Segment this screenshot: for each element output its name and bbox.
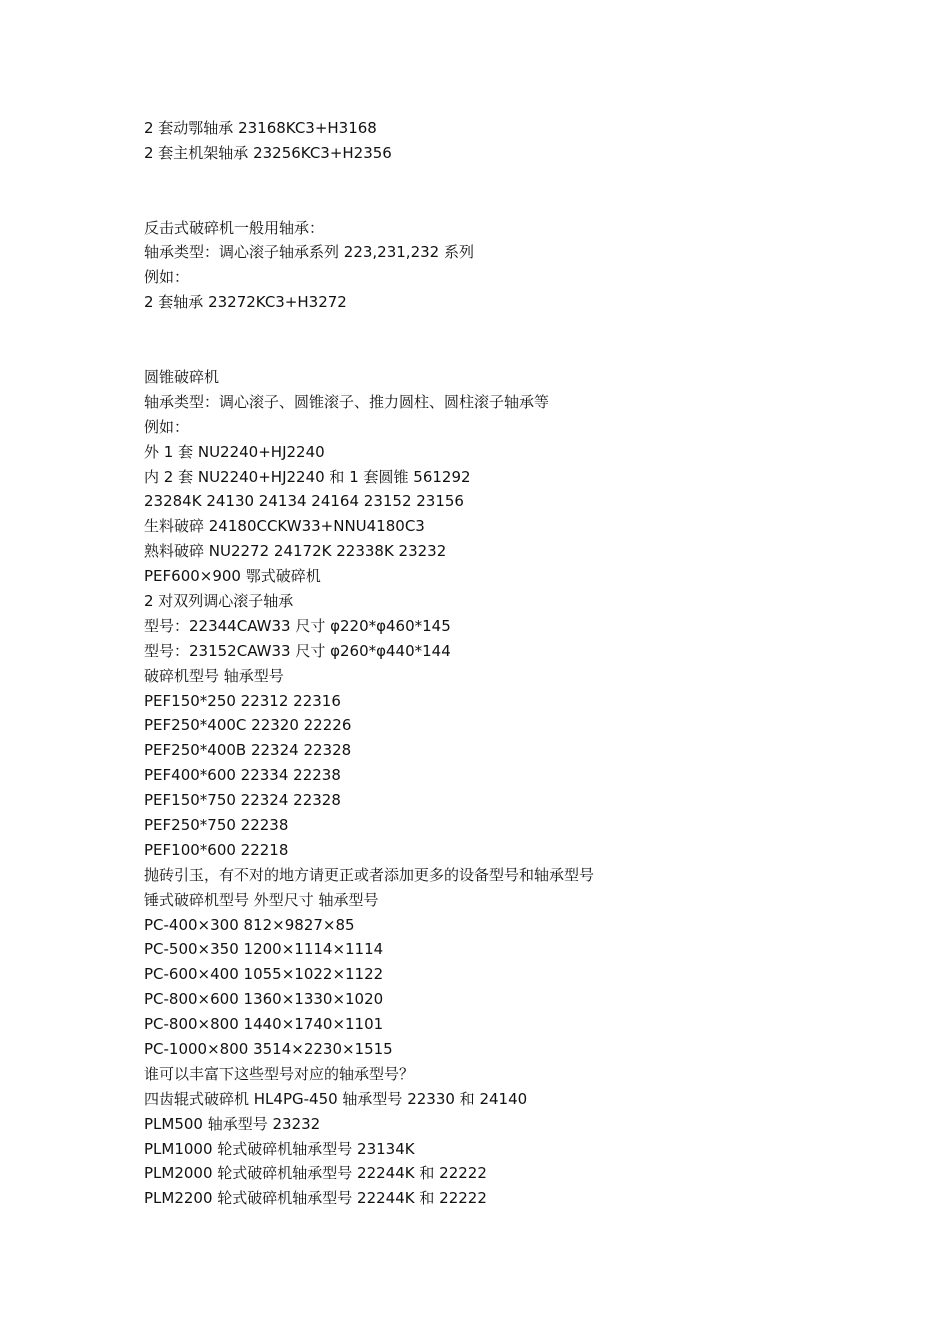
text-line: 2 套主机架轴承 23256KC3+H2356 bbox=[144, 143, 392, 162]
text-line: 轴承类型：调心滚子轴承系列 223,231,232 系列 bbox=[144, 243, 474, 262]
text-line: 破碎机型号 轴承型号 bbox=[144, 666, 284, 685]
text-line: 2 对双列调心滚子轴承 bbox=[144, 591, 294, 610]
text-line: PEF400*600 22334 22238 bbox=[144, 766, 341, 785]
text-line: 抛砖引玉，有不对的地方请更正或者添加更多的设备型号和轴承型号 bbox=[144, 865, 595, 884]
text-line: PC-800×600 1360×1330×1020 bbox=[144, 990, 384, 1009]
text-line: PEF250*750 22238 bbox=[144, 815, 289, 834]
text-line: PC-400×300 812×9827×85 bbox=[144, 915, 355, 934]
text-line: 例如： bbox=[144, 268, 190, 287]
text-line: 谁可以丰富下这些型号对应的轴承型号？ bbox=[144, 1064, 415, 1083]
text-line: 型号：22344CAW33 尺寸 φ220*φ460*145 bbox=[144, 616, 451, 635]
text-line: 外 1 套 NU2240+HJ2240 bbox=[144, 442, 325, 461]
text-line: PLM2200 轮式破碎机轴承型号 22244K 和 22222 bbox=[144, 1189, 487, 1208]
text-line: PEF150*250 22312 22316 bbox=[144, 691, 341, 710]
text-line: PEF600×900 鄂式破碎机 bbox=[144, 567, 321, 586]
spacer bbox=[144, 315, 904, 365]
spacer bbox=[144, 166, 904, 216]
text-line: 锤式破碎机型号 外型尺寸 轴承型号 bbox=[144, 890, 379, 909]
section-heading: 圆锥破碎机 bbox=[144, 367, 220, 386]
text-line: PEF100*600 22218 bbox=[144, 840, 289, 859]
text-line: PLM1000 轮式破碎机轴承型号 23134K bbox=[144, 1139, 415, 1158]
section-cone-crusher-bearings bbox=[144, 365, 904, 1211]
text-line: 2 套轴承 23272KC3+H3272 bbox=[144, 293, 347, 312]
text-line: 例如： bbox=[144, 417, 190, 436]
text-line: PEF150*750 22324 22328 bbox=[144, 791, 341, 810]
section-impact-crusher-bearings bbox=[144, 216, 904, 316]
section-heading: 反击式破碎机一般用轴承： bbox=[144, 218, 325, 237]
text-line: PLM2000 轮式破碎机轴承型号 22244K 和 22222 bbox=[144, 1164, 487, 1183]
text-line: 四齿辊式破碎机 HL4PG-450 轴承型号 22330 和 24140 bbox=[144, 1089, 528, 1108]
document-page bbox=[144, 116, 904, 1211]
text-line: 型号：23152CAW33 尺寸 φ260*φ440*144 bbox=[144, 641, 451, 660]
text-line: 轴承类型：调心滚子、圆锥滚子、推力圆柱、圆柱滚子轴承等 bbox=[144, 392, 550, 411]
text-line: 熟料破碎 NU2272 24172K 22338K 23232 bbox=[144, 542, 447, 561]
text-line: 23284K 24130 24134 24164 23152 23156 bbox=[144, 492, 464, 511]
text-line: 2 套动鄂轴承 23168KC3+H3168 bbox=[144, 119, 377, 137]
text-line: 内 2 套 NU2240+HJ2240 和 1 套圆锥 561292 bbox=[144, 467, 471, 486]
text-line: PLM500 轴承型号 23232 bbox=[144, 1114, 321, 1133]
text-line: PEF250*400C 22320 22226 bbox=[144, 716, 352, 735]
section-jaw-crusher-bearings bbox=[144, 116, 904, 166]
text-line: PC-500×350 1200×1114×1114 bbox=[144, 940, 384, 959]
text-line: 生料破碎 24180CCKW33+NNU4180C3 bbox=[144, 517, 425, 536]
text-line: PC-1000×800 3514×2230×1515 bbox=[144, 1039, 393, 1058]
text-line: PEF250*400B 22324 22328 bbox=[144, 741, 352, 760]
text-line: PC-600×400 1055×1022×1122 bbox=[144, 965, 384, 984]
text-line: PC-800×800 1440×1740×1101 bbox=[144, 1015, 384, 1034]
